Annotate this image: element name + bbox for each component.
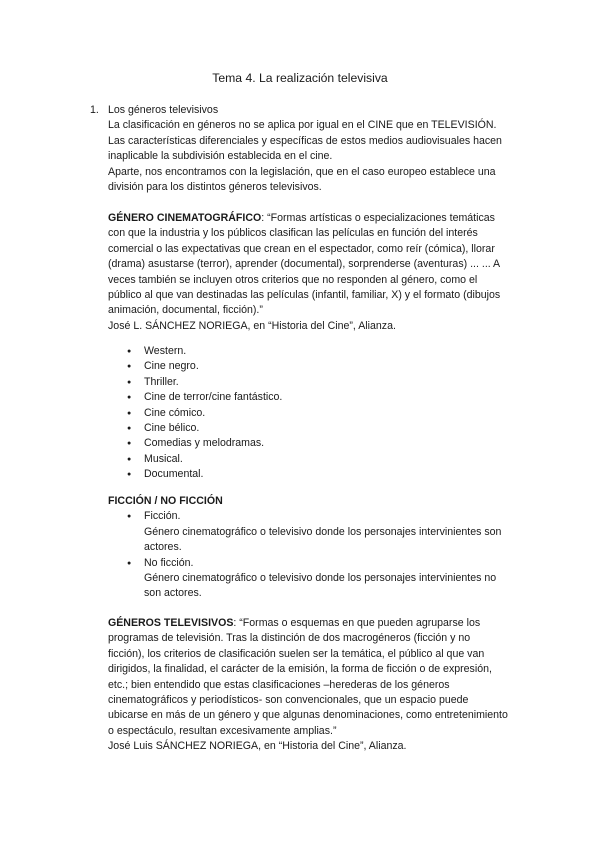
item-text: son actores.	[144, 587, 202, 600]
ficcion-heading: FICCIÓN / NO FICCIÓN	[108, 495, 223, 507]
text-line	[108, 616, 528, 631]
list-item: ● Comedias y melodramas.	[108, 436, 528, 451]
text-line: programas de televisión. Tras la distinción de dos macrogéneros (ficción y no	[108, 632, 471, 645]
text-line: Las características diferenciales y específicas de estos medios audiovisuales hacen	[108, 134, 502, 147]
text-line: inaplicable la subdivisión establecida en el cine.	[108, 150, 333, 163]
list-item: ● Documental.	[108, 467, 528, 482]
item-text: Género cinematográfico o televisivo donde los personajes intervinientes no	[144, 572, 497, 585]
definition-term: GÉNERO CINEMATOGRÁFICO	[108, 212, 262, 224]
text-line: (drama) asustarse (terror), aprender (documental), sorprenderse (aventuras) ... ... A	[108, 258, 501, 271]
text-line: etc.; bien entendido que estas clasificaciones –herederas de los géneros	[108, 678, 450, 691]
ficcion-section	[108, 494, 528, 602]
list-item: ● Musical.	[108, 452, 528, 467]
text-line: ficción), los criterios de clasificación suelen ser la temática, el público al que van	[108, 647, 485, 660]
list-item	[108, 556, 528, 602]
citation: José Luis SÁNCHEZ NORIEGA, en “Historia del Cine”, Alianza.	[108, 740, 407, 753]
text-line: ubicarse en más de un género y que algunas denominaciones, como entretenimiento	[108, 709, 508, 722]
text-line: animación, documental, ficción).”	[108, 304, 263, 317]
list-item: ● Western.	[108, 344, 528, 359]
text-line: dirigidos, la finalidad, el carácter de la emisión, la forma de ficción o de expresión,	[108, 663, 492, 676]
text-line: La clasificación en géneros no se aplica por igual en el CINE que en TELEVISIÓN.	[108, 119, 497, 132]
list-item: ● Thriller.	[108, 375, 528, 390]
text-line: división para los distintos géneros televisivos.	[108, 181, 322, 194]
text-line: con que la industria y los públicos clasifican las películas en función del interés	[108, 227, 478, 240]
list-item	[108, 509, 528, 555]
list-item: ● Cine de terror/cine fantástico.	[108, 390, 528, 405]
list-item: ● Cine cómico.	[108, 406, 528, 421]
section-heading: Los géneros televisivos	[108, 104, 219, 116]
cine-definition	[108, 211, 528, 334]
citation: José L. SÁNCHEZ NORIEGA, en “Historia del Cine”, Alianza.	[108, 319, 396, 332]
text-line: veces también se incluyen otros criterios que no responden al género, como el	[108, 273, 478, 286]
section-number: 1.	[90, 104, 99, 116]
text-line: comercial o las expectativas que crean en el espectador, como reír (cómica), llorar	[108, 242, 495, 255]
tv-definition	[108, 616, 528, 755]
definition-text: : “Formas artísticas o especializaciones temáticas	[261, 212, 495, 224]
section-intro	[108, 103, 528, 195]
text-line: cinematográficos y periodísticos- son convencionales, que un espacio puede	[108, 694, 469, 707]
text-line: público al que van destinadas las películas (infantil, familiar, X) y el formato (dibujos	[108, 289, 501, 302]
item-text: Género cinematográfico o televisivo donde los personajes intervinientes son	[144, 525, 502, 538]
item-label: ● No ficción.	[144, 556, 194, 569]
list-item: ● Cine bélico.	[108, 421, 528, 436]
item-label: ● Ficción.	[144, 510, 181, 523]
genre-list	[108, 344, 528, 483]
item-text: actores.	[144, 541, 182, 554]
page-title: Tema 4. La realización televisiva	[212, 71, 388, 85]
definition-text: : “Formas o esquemas en que pueden agruparse los	[233, 617, 481, 629]
text-line: o espectáculo, resultan excesivamente amplias.”	[108, 724, 337, 737]
list-item: ● Cine negro.	[108, 359, 528, 374]
text-line	[108, 211, 528, 226]
text-line: Aparte, nos encontramos con la legislación, que en el caso europeo establece una	[108, 165, 496, 178]
definition-term: GÉNEROS TELEVISIVOS	[108, 617, 234, 629]
